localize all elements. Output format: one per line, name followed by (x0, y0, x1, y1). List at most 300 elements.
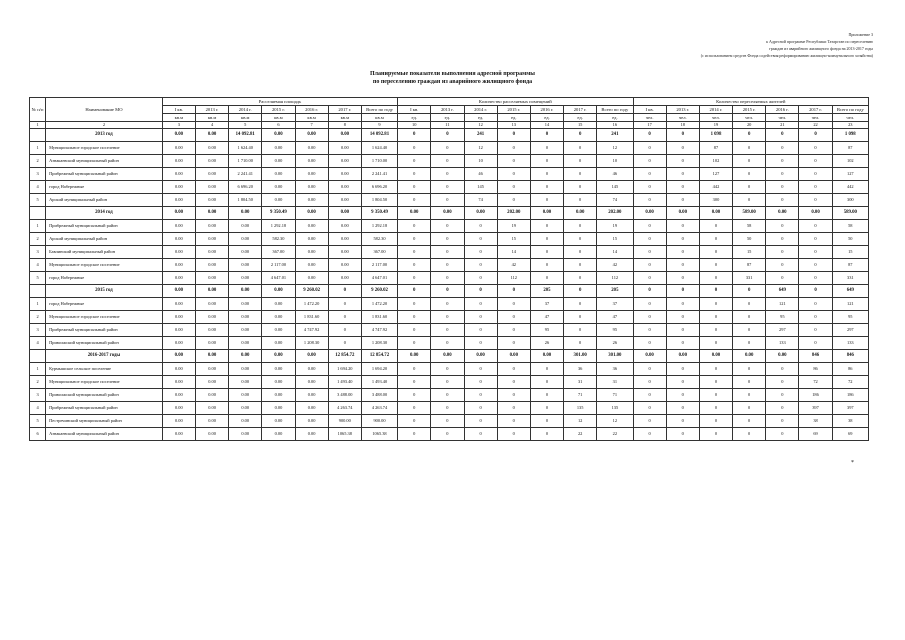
value-cell: 0 (431, 402, 464, 415)
value-cell: 0.00 (262, 194, 295, 207)
value-cell: 1 710.00 (361, 155, 397, 168)
year-label: 2016-2017 годы (46, 350, 163, 363)
value-cell: 297 (766, 324, 799, 337)
value-cell: 0.00 (162, 272, 195, 285)
header-unit: кв.м (328, 114, 361, 122)
value-cell: 301.00 (597, 350, 633, 363)
indicators-table (29, 97, 869, 441)
table-row (30, 259, 869, 272)
document-header (701, 31, 873, 59)
table-row (30, 194, 869, 207)
year-total-row (30, 350, 869, 363)
value-cell: 0 (564, 324, 597, 337)
value-cell: 0.00 (262, 402, 295, 415)
value-cell: 0.00 (229, 428, 262, 441)
column-number: 18 (666, 122, 699, 129)
value-cell: 0.00 (229, 285, 262, 298)
municipality-name: Пестречинский муниципальный район (46, 415, 163, 428)
row-number: 1 (30, 363, 46, 376)
year-total-row (30, 285, 869, 298)
table-row (30, 415, 869, 428)
value-cell: 0 (633, 285, 666, 298)
value-cell: 0 (799, 324, 832, 337)
value-cell: 0.00 (229, 376, 262, 389)
row-number: 1 (30, 298, 46, 311)
value-cell: 0.00 (295, 259, 328, 272)
value-cell: 0.00 (328, 246, 361, 259)
value-cell: 0.00 (162, 168, 195, 181)
value-cell: 0.00 (262, 350, 295, 363)
value-cell: 86 (832, 363, 868, 376)
value-cell: 0 (431, 298, 464, 311)
value-cell: 0 (666, 129, 699, 142)
header-period: 2014 г. (229, 106, 262, 114)
value-cell: 205 (530, 285, 563, 298)
value-cell: 0 (633, 168, 666, 181)
value-cell: 102 (699, 155, 732, 168)
header-unit: чел. (699, 114, 732, 122)
table-row (30, 233, 869, 246)
table-body (30, 98, 869, 441)
value-cell: 50 (832, 233, 868, 246)
value-cell: 0 (328, 311, 361, 324)
title-line-1: Планируемые показатели выполнения адресной программы (370, 71, 535, 77)
value-cell: 0.00 (295, 207, 328, 220)
value-cell: 0 (733, 194, 766, 207)
value-cell: 58 (733, 220, 766, 233)
value-cell: 0.00 (666, 207, 699, 220)
value-cell: 0 (633, 389, 666, 402)
value-cell: 0 (633, 337, 666, 350)
value-cell: 0.00 (195, 285, 228, 298)
value-cell: 1 624.40 (361, 142, 397, 155)
value-cell: 0 (666, 402, 699, 415)
value-cell: 0 (699, 337, 732, 350)
value-cell: 0.00 (162, 233, 195, 246)
value-cell: 19 (497, 220, 530, 233)
header-period: 2017 г. (564, 106, 597, 114)
row-number (30, 350, 46, 363)
municipality-name: Муниципальное городское поселение (46, 311, 163, 324)
value-cell: 0.00 (328, 220, 361, 233)
value-cell: 0.00 (262, 389, 295, 402)
value-cell: 112 (597, 272, 633, 285)
value-cell: 0 (564, 246, 597, 259)
value-cell: 0.00 (497, 350, 530, 363)
value-cell: 0 (431, 259, 464, 272)
value-cell: 0 (766, 142, 799, 155)
value-cell: 0.00 (262, 142, 295, 155)
value-cell: 0.00 (262, 298, 295, 311)
value-cell: 0.00 (195, 207, 228, 220)
value-cell: 121 (766, 298, 799, 311)
header-group-area: Расселяемая площадь (162, 98, 397, 106)
table-row (30, 363, 869, 376)
row-number: 4 (30, 402, 46, 415)
year-label: 2013 год (46, 129, 163, 142)
value-cell: 0 (497, 428, 530, 441)
municipality-name: Муниципальное городское поселение (46, 376, 163, 389)
value-cell: 900.00 (328, 415, 361, 428)
value-cell: 6 696.20 (229, 181, 262, 194)
header-period: 2013 г. (666, 106, 699, 114)
value-cell: 0.00 (195, 350, 228, 363)
value-cell: 95 (766, 311, 799, 324)
header-unit: чел. (633, 114, 666, 122)
document-title (0, 70, 905, 86)
value-cell: 0.00 (633, 207, 666, 220)
row-number (30, 129, 46, 142)
value-cell: 14 (497, 246, 530, 259)
value-cell: 0 (733, 285, 766, 298)
header-period: I кв. (162, 106, 195, 114)
value-cell: 0 (564, 194, 597, 207)
value-cell: 12 (564, 415, 597, 428)
value-cell: 0 (666, 389, 699, 402)
value-cell: 0 (431, 389, 464, 402)
value-cell: 0.00 (295, 168, 328, 181)
value-cell: 0 (799, 168, 832, 181)
value-cell: 0 (699, 220, 732, 233)
value-cell: 0.00 (295, 194, 328, 207)
column-number: 8 (328, 122, 361, 129)
value-cell: 0 (464, 376, 497, 389)
value-cell: 0.00 (431, 350, 464, 363)
value-cell: 0 (699, 233, 732, 246)
value-cell: 1065.38 (361, 428, 397, 441)
value-cell: 0.00 (162, 129, 195, 142)
row-number: 4 (30, 259, 46, 272)
value-cell: 0.00 (195, 246, 228, 259)
column-number: 12 (464, 122, 497, 129)
value-cell: 0 (464, 415, 497, 428)
municipality-name: Муниципальное городское поселение (46, 259, 163, 272)
value-cell: 2 241.41 (361, 168, 397, 181)
table-row (30, 142, 869, 155)
municipality-name: Азнакаевский муниципальный район (46, 155, 163, 168)
value-cell: 0.00 (262, 168, 295, 181)
value-cell: 0 (398, 233, 431, 246)
value-cell: 0 (497, 324, 530, 337)
value-cell: 42 (597, 259, 633, 272)
column-number: 7 (295, 122, 328, 129)
value-cell: 121 (832, 298, 868, 311)
value-cell: 0.00 (295, 129, 328, 142)
value-cell: 0 (530, 363, 563, 376)
value-cell: 0.00 (799, 207, 832, 220)
header-line-3: граждан из аварийного жилищного фонда на 2013-2017 годы (769, 46, 873, 51)
value-cell: 0.00 (766, 350, 799, 363)
column-number: 20 (733, 122, 766, 129)
header-unit: ед. (431, 114, 464, 122)
value-cell: 0.00 (195, 389, 228, 402)
value-cell: 0 (666, 285, 699, 298)
value-cell: 0 (398, 428, 431, 441)
value-cell: 2 241.41 (229, 168, 262, 181)
value-cell: 0.00 (633, 350, 666, 363)
value-cell: 12 854.72 (328, 350, 361, 363)
value-cell: 0 (464, 220, 497, 233)
value-cell: 0.00 (295, 428, 328, 441)
value-cell: 442 (832, 181, 868, 194)
value-cell: 0 (398, 337, 431, 350)
value-cell: 0.00 (162, 220, 195, 233)
value-cell: 0 (699, 376, 732, 389)
value-cell: 1 694.20 (328, 363, 361, 376)
value-cell: 0 (799, 194, 832, 207)
value-cell: 900.00 (361, 415, 397, 428)
value-cell: 0 (464, 363, 497, 376)
value-cell: 0.00 (666, 350, 699, 363)
value-cell: 0 (633, 376, 666, 389)
municipality-name: Прибрежный муниципальный район (46, 220, 163, 233)
municipality-name: Курмышское сельское поселение (46, 363, 163, 376)
value-cell: 1 098 (832, 129, 868, 142)
value-cell: 6 696.20 (361, 181, 397, 194)
value-cell: 0.00 (162, 207, 195, 220)
value-cell: 0 (464, 259, 497, 272)
value-cell: 0 (799, 337, 832, 350)
value-cell: 145 (464, 181, 497, 194)
value-cell: 0 (564, 259, 597, 272)
value-cell: 0 (633, 246, 666, 259)
value-cell: 9 350.49 (262, 207, 295, 220)
table-row (30, 246, 869, 259)
value-cell: 95 (597, 324, 633, 337)
value-cell: 36 (597, 363, 633, 376)
value-cell: 1 292.18 (262, 220, 295, 233)
municipality-name: Прибрежный муниципальный район (46, 324, 163, 337)
table-row (30, 324, 869, 337)
value-cell: 46 (597, 168, 633, 181)
value-cell: 0.00 (262, 428, 295, 441)
value-cell: 0.00 (162, 311, 195, 324)
municipality-name: город Набережные (46, 181, 163, 194)
value-cell: 0.00 (195, 181, 228, 194)
value-cell: 0 (733, 376, 766, 389)
header-unit: чел. (733, 114, 766, 122)
value-cell: 0 (766, 194, 799, 207)
value-cell: 300 (699, 194, 732, 207)
value-cell: 0 (633, 324, 666, 337)
value-cell: 0 (431, 324, 464, 337)
row-number: 6 (30, 428, 46, 441)
value-cell: 0.00 (162, 389, 195, 402)
value-cell: 0 (766, 363, 799, 376)
value-cell: 241 (464, 129, 497, 142)
value-cell: 145 (597, 181, 633, 194)
value-cell: 0 (666, 142, 699, 155)
value-cell: 0 (633, 428, 666, 441)
value-cell: 0 (666, 168, 699, 181)
value-cell: 0 (799, 259, 832, 272)
header-period: I кв. (633, 106, 666, 114)
value-cell: 127 (699, 168, 732, 181)
value-cell: 0 (766, 415, 799, 428)
value-cell: 0 (699, 272, 732, 285)
value-cell: 0.00 (195, 129, 228, 142)
value-cell: 0 (799, 272, 832, 285)
value-cell: 0 (497, 389, 530, 402)
value-cell: 0 (398, 259, 431, 272)
value-cell: 4 747.92 (361, 324, 397, 337)
value-cell: 0 (398, 285, 431, 298)
header-period: 2017 г. (799, 106, 832, 114)
value-cell: 0 (699, 428, 732, 441)
row-number: 3 (30, 324, 46, 337)
row-number (30, 207, 46, 220)
header-unit: ед. (398, 114, 431, 122)
value-cell: 300 (832, 194, 868, 207)
value-cell: 0 (398, 363, 431, 376)
value-cell: 0 (699, 363, 732, 376)
value-cell: 0 (530, 402, 563, 415)
value-cell: 0 (766, 168, 799, 181)
value-cell: 0 (530, 168, 563, 181)
value-cell: 1 624.40 (229, 142, 262, 155)
value-cell: 367.00 (361, 246, 397, 259)
value-cell: 0.00 (162, 285, 195, 298)
value-cell: 46 (464, 168, 497, 181)
header-line-1: Приложение 3 (848, 32, 873, 37)
value-cell: 10 (597, 155, 633, 168)
value-cell: 0.00 (328, 168, 361, 181)
value-cell: 0 (564, 220, 597, 233)
value-cell: 0 (766, 376, 799, 389)
value-cell: 0 (666, 233, 699, 246)
value-cell: 0.00 (464, 207, 497, 220)
value-cell: 0 (530, 428, 563, 441)
value-cell: 0.00 (295, 233, 328, 246)
value-cell: 0 (564, 311, 597, 324)
value-cell: 0 (699, 389, 732, 402)
value-cell: 0 (766, 402, 799, 415)
value-cell: 133 (832, 337, 868, 350)
value-cell: 0.00 (229, 350, 262, 363)
value-cell: 95 (530, 324, 563, 337)
value-cell: 397 (799, 402, 832, 415)
value-cell: 0 (666, 337, 699, 350)
value-cell: 0 (633, 298, 666, 311)
value-cell: 9 260.02 (361, 285, 397, 298)
value-cell: 0.00 (328, 129, 361, 142)
value-cell: 0 (530, 155, 563, 168)
header-period: 2016 г. (295, 106, 328, 114)
column-number: 6 (262, 122, 295, 129)
value-cell: 19 (597, 220, 633, 233)
header-period: 2013 г. (195, 106, 228, 114)
value-cell: 0 (530, 181, 563, 194)
header-period: 2015 г. (733, 106, 766, 114)
value-cell: 0 (431, 337, 464, 350)
header-unit: ед. (497, 114, 530, 122)
value-cell: 4 747.92 (295, 324, 328, 337)
value-cell: 0 (464, 285, 497, 298)
value-cell: 0.00 (162, 259, 195, 272)
value-cell: 0.00 (229, 220, 262, 233)
value-cell: 0.00 (328, 233, 361, 246)
value-cell: 367.00 (262, 246, 295, 259)
value-cell: 0.00 (195, 337, 228, 350)
value-cell: 0 (666, 155, 699, 168)
value-cell: 0 (497, 363, 530, 376)
value-cell: 0 (766, 389, 799, 402)
value-cell: 0.00 (699, 207, 732, 220)
value-cell: 0 (766, 220, 799, 233)
value-cell: 0 (564, 181, 597, 194)
value-cell: 0.00 (229, 337, 262, 350)
value-cell: 846 (799, 350, 832, 363)
value-cell: 0.00 (195, 220, 228, 233)
table-row (30, 376, 869, 389)
value-cell: 0.00 (262, 337, 295, 350)
value-cell: 31 (597, 376, 633, 389)
header-period: 2016 г. (766, 106, 799, 114)
value-cell: 1 493.40 (328, 376, 361, 389)
value-cell: 1 472.20 (361, 298, 397, 311)
value-cell: 0 (398, 389, 431, 402)
value-cell: 0 (666, 415, 699, 428)
value-cell: 0.00 (262, 285, 295, 298)
value-cell: 0 (497, 168, 530, 181)
value-cell: 331 (832, 272, 868, 285)
value-cell: 0 (733, 363, 766, 376)
value-cell: 0 (497, 181, 530, 194)
value-cell: 0 (328, 324, 361, 337)
value-cell: 0 (564, 298, 597, 311)
value-cell: 14 092.81 (361, 129, 397, 142)
value-cell: 0.00 (195, 298, 228, 311)
value-cell: 0 (530, 259, 563, 272)
value-cell: 0 (799, 155, 832, 168)
value-cell: 0 (431, 181, 464, 194)
table-row (30, 311, 869, 324)
header-unit: ед. (464, 114, 497, 122)
value-cell: 205 (597, 285, 633, 298)
value-cell: 0 (564, 142, 597, 155)
value-cell: 0 (699, 259, 732, 272)
value-cell: 12 (597, 415, 633, 428)
value-cell: 0 (799, 181, 832, 194)
value-cell: 0.00 (262, 376, 295, 389)
header-period: 2014 г. (699, 106, 732, 114)
value-cell: 72 (799, 376, 832, 389)
column-number: 14 (530, 122, 563, 129)
value-cell: 87 (832, 259, 868, 272)
value-cell: 0.00 (295, 389, 328, 402)
value-cell: 0.00 (328, 142, 361, 155)
value-cell: 0 (328, 337, 361, 350)
column-number: 11 (431, 122, 464, 129)
value-cell: 0 (799, 142, 832, 155)
value-cell: 0.00 (229, 233, 262, 246)
value-cell: 0 (464, 402, 497, 415)
municipality-name: Муниципальное городское поселение (46, 142, 163, 155)
value-cell: 0.00 (229, 311, 262, 324)
value-cell: 0 (733, 129, 766, 142)
value-cell: 9 350.49 (361, 207, 397, 220)
value-cell: 0.00 (295, 142, 328, 155)
value-cell: 15 (597, 233, 633, 246)
column-number: 2 (46, 122, 163, 129)
value-cell: 12 854.72 (361, 350, 397, 363)
column-number: 13 (497, 122, 530, 129)
value-cell: 0 (398, 272, 431, 285)
value-cell: 0.00 (295, 350, 328, 363)
header-unit: кв.м (195, 114, 228, 122)
value-cell: 0 (431, 129, 464, 142)
value-cell: 0 (633, 402, 666, 415)
